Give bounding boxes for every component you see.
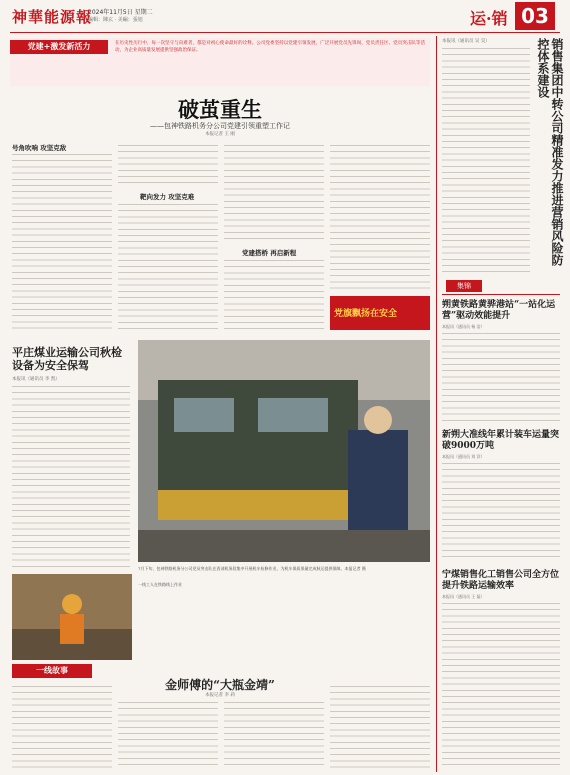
news-body-1 xyxy=(442,331,560,421)
header-rule xyxy=(10,32,560,33)
section-name: 运·销 xyxy=(470,9,508,28)
section-head-3: 党建搭桥 再启新程 xyxy=(242,249,297,257)
slogan-text: 党旗飘扬在安全 xyxy=(334,309,398,319)
left-article-byline: 本报讯（通讯员 李 凯） xyxy=(12,377,60,382)
banner-tag: 党建+激发新活力 xyxy=(10,40,108,54)
worker-photo xyxy=(12,574,132,660)
main-col-2 xyxy=(118,143,218,188)
feature-byline: 本报记者 李 莉 xyxy=(205,693,235,698)
section-head-1: 号角吹响 攻坚克敌 xyxy=(12,144,67,152)
main-headline: 破茧重生 xyxy=(178,97,262,122)
feature-col-4 xyxy=(330,684,430,770)
main-subheadline: ——包神铁路机务分公司党建引领重塑工作记 xyxy=(150,122,290,130)
left-article-body xyxy=(12,384,130,570)
feature-col-3 xyxy=(224,700,324,770)
feature-col-1 xyxy=(12,684,112,770)
feature-title: 金师傅的“大瓶金靖” xyxy=(165,678,275,692)
right-article-title: 销售集团中转公司精准发力推进营销风险防控体系建设 xyxy=(536,38,564,266)
news-byline-2: 本报讯（通讯员 刘 洋） xyxy=(442,454,485,459)
feature-col-2 xyxy=(118,700,218,770)
locomotive-image xyxy=(138,340,430,562)
issue-date: 2024年11月5日 星期二 xyxy=(88,9,153,16)
left-article-title: 平庄煤业运输公司秋检设备为安全保驾 xyxy=(12,346,122,372)
news-body-2 xyxy=(442,461,560,561)
main-byline: 本报记者 王 刚 xyxy=(205,132,235,137)
main-col-4 xyxy=(330,143,430,293)
main-col-2b xyxy=(118,202,218,330)
news-title-3: 宁煤销售化工销售公司全方位提升铁路运输效率 xyxy=(442,570,560,591)
worker-image xyxy=(12,574,132,660)
main-col-3b xyxy=(224,258,324,330)
train-photo xyxy=(138,340,430,562)
news-title-1: 朔黄铁路黄骅港站“一站化运营”驱动效能提升 xyxy=(442,300,556,321)
right-article-byline: 本报讯（通讯员 吴 昊） xyxy=(442,39,490,44)
editor-credit: 編輯：陳玄 · 美編：張旭 xyxy=(88,17,143,23)
news-byline-3: 本报讯（通讯员 王 磊） xyxy=(442,594,485,599)
news-badge-label: 集锦 xyxy=(446,280,482,292)
column-divider xyxy=(436,36,437,772)
news-badge xyxy=(442,278,560,295)
section-head-2: 靶向发力 攻坚克难 xyxy=(140,193,195,201)
page-number: 03 xyxy=(515,2,555,30)
slogan-graphic xyxy=(330,296,430,330)
news-byline-1: 本报讯（通讯员 杨 浩） xyxy=(442,324,485,329)
main-col-3 xyxy=(224,143,324,243)
banner-intro: 在历史性历行中，每一次坚守与向难者，都是对初心使命最好的诠释。公司党委坚持以党建引领发展，广泛开展党员先锋岗、党员责任区、党员突击队等活动，为企业高质量发展提供坚强政治保证。 xyxy=(115,41,425,53)
news-title-2: 新朔大准线年累计装车运量突破9000万吨 xyxy=(442,430,560,451)
news-body-3 xyxy=(442,601,560,769)
main-col-1 xyxy=(12,152,112,330)
newspaper-logo: 神華能源報 xyxy=(12,8,93,26)
photo-caption: 7月下旬，包神铁路机务分公司党员突击队在西部机务段集中开展机车检修作业，为机车保质保量完成秋运提供保障。本报记者 摄 xyxy=(138,566,366,571)
worker-photo-caption: 一线工人在铁路线上作业 xyxy=(138,582,182,587)
right-article-body xyxy=(442,46,530,272)
feature-column-label: 一线故事 xyxy=(12,664,92,678)
